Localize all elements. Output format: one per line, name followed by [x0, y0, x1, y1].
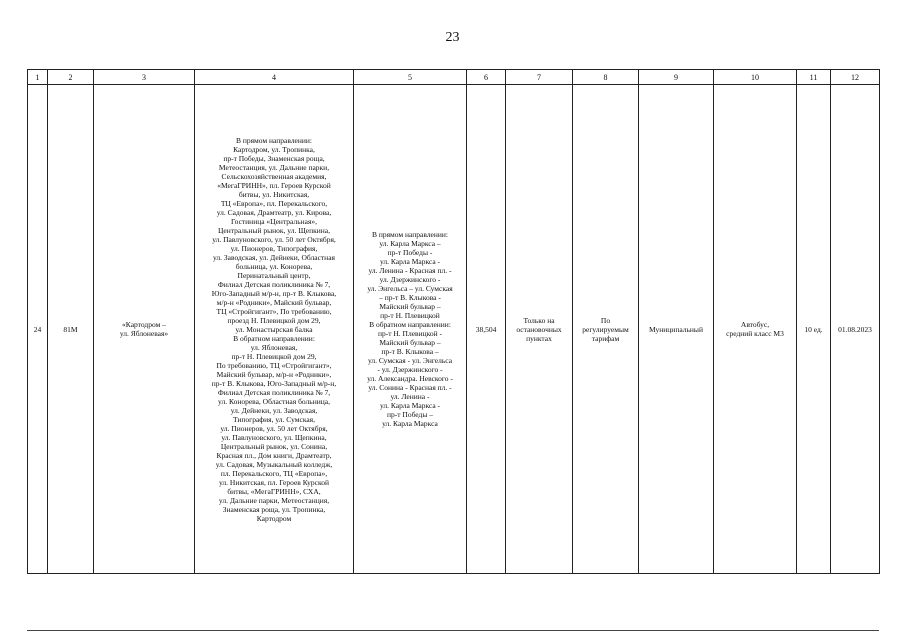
column-number: 4	[195, 70, 354, 85]
bottom-rule	[27, 630, 879, 631]
tariff-type: По регулируемым тарифам	[573, 85, 639, 574]
carrier-type: Муниципальный	[639, 85, 714, 574]
column-number: 6	[467, 70, 506, 85]
stop-order: Только на остановочных пунктах	[506, 85, 573, 574]
page-number: 23	[445, 30, 460, 45]
column-number: 3	[94, 70, 195, 85]
column-number: 2	[48, 70, 94, 85]
vehicle-count: 10 ед.	[797, 85, 831, 574]
column-number: 11	[797, 70, 831, 85]
column-number: 7	[506, 70, 573, 85]
column-number: 8	[573, 70, 639, 85]
vehicle-class: Автобус, средний класс М3	[714, 85, 797, 574]
column-number: 1	[28, 70, 48, 85]
row-index: 24	[28, 85, 48, 574]
route-length: 38,504	[467, 85, 506, 574]
route-register-table	[27, 69, 880, 574]
column-number: 5	[354, 70, 467, 85]
route-stops: В прямом направлении: Картодром, ул. Тропинка, пр-т Победы, Знаменская роща, Метеостанция, ул. Дальние парки, Сельскохозяйственная академия, «МегаГРИНН», пл. Героев Курской битвы, ул. Никитская, ТЦ «Европа», пл. Перекальского, ул. Садовая, Драмтеатр, ул. Кирова, Гостиница «Центральная», Центральный рынок, ул. Щепкина, ул. Павлуновского, ул. 50 лет Октября, ул. Пионеров, Типография, ул. Заводская, ул. Дейнеки, Областная больница, ул. Конорева, Перинатальный центр, Филиал Детская поликлиника № 7, Юго-Западный м/р-н, пр-т В. Клыкова, м/р-н «Родники», Майский бульвар, ТЦ «Стройгигант», По требованию, проезд Н. Плевицкой дом 29, ул. Монастырская балка В обратном направлении: ул. Яблоневая, пр-т Н. Плевицкой дом 29, По требованию, ТЦ «Стройгигант», Майский бульвар, м/р-н «Родники», пр-т В. Клыкова, Юго-Западный м/р-н, Филиал Детская поликлиника № 7, ул. Конорева, Областная больница, ул. Дейнеки, ул. Заводская, Типография, ул. Сумская, ул. Пионеров, ул. 50 лет Октября, ул. Павлуновского, ул. Щепкина, Центральный рынок, ул. Сонина, Красная пл., Дом книги, Драмтеатр, ул. Садовая, Музыкальный колледж, пл. Перекальского, ТЦ «Европа», ул. Никитская, пл. Героев Курской битвы, «МегаГРИНН», СХА, ул. Дальние парки, Метеостанция, Знаменская роща, ул. Тропинка, Картодром	[195, 85, 354, 574]
table-row	[28, 85, 880, 574]
route-roads: В прямом направлении: ул. Карла Маркса – пр-т Победы - ул. Карла Маркса - ул. Ленина - Красная пл. - ул. Дзержинского - ул. Энгельса – ул. Сумская – пр-т В. Клыкова - Майский бульвар – пр-т Н. Плевицкой В обратном направлении: пр-т Н. Плевицкой - Майский бульвар – пр-т В. Клыкова – ул. Сумская - ул. Энгельса - ул. Дзержинского - ул. Александра. Невского - ул. Сонина - Красная пл. - ул. Ленина - ул. Карла Маркса - пр-т Победы – ул. Карла Маркса	[354, 85, 467, 574]
route-number: 81М	[48, 85, 94, 574]
column-number: 12	[831, 70, 880, 85]
column-number: 10	[714, 70, 797, 85]
column-number-row	[28, 70, 880, 85]
column-number: 9	[639, 70, 714, 85]
route-name: «Картодром – ул. Яблоневая»	[94, 85, 195, 574]
start-date: 01.08.2023	[831, 85, 880, 574]
